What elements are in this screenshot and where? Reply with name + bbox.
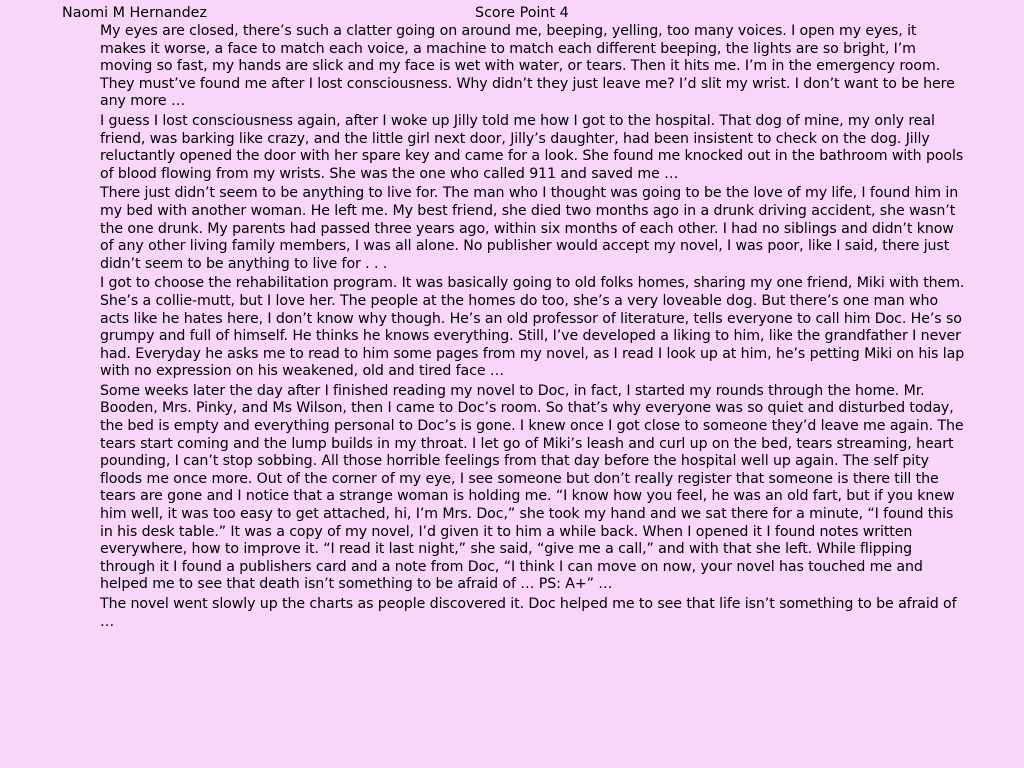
essay-body [100, 23, 966, 631]
paragraph-4: I got to choose the rehabilitation program. It was basically going to old folks homes, sharing my one friend, Miki with them. She’s a collie-mutt, but I love her. The people at the homes do too, she’s a very loveable dog. But there’s one man who acts like he hates here, I don’t know why though. He’s an old professor of literature, tells everyone to call him Doc. He’s so grumpy and full of himself. He thinks he knows everything. Still, I’ve developed a liking to him, like the grandfather I never had. Everyday he asks me to read to him some pages from my novel, as I read I look up at him, he’s petting Miki on his lap with no expression on his weakened, old and tired face … [100, 275, 965, 380]
paragraph-3: There just didn’t seem to be anything to live for. The man who I thought was going to be the love of my life, I found him in my bed with another woman. He left me. My best friend, she died two months ago in a drunk driving accident, she wasn’t the one drunk. My parents had passed three years ago, within six months of each other. I had no siblings and didn’t know of any other living family members, I was all alone. No publisher would accept my novel, I was poor, like I said, there just didn’t seem to be anything to live for . . . [100, 185, 959, 272]
paragraph-1: My eyes are closed, there’s such a clatter going on around me, beeping, yelling, too many voices. I open my eyes, it makes it worse, a face to match each voice, a machine to match each different beeping, the lights are so bright, I’m moving so fast, my hands are slick and my face is wet with water, or tears. Then it hits me. I’m in the emergency room. They must’ve found me after I lost consciousness. Why didn’t they just leave me? I’d slit my wrist. I don’t want to be here any more … [100, 23, 955, 110]
author-name: Naomi M Hernandez [62, 5, 207, 21]
paragraph-6: The novel went slowly up the charts as people discovered it. Doc helped me to see that life isn’t something to be afraid of … [100, 596, 957, 630]
document-header [62, 3, 966, 23]
paragraph-2: I guess I lost consciousness again, after I woke up Jilly told me how I got to the hospital. That dog of mine, my only real friend, was barking like crazy, and the little girl next door, Jilly’s daughter, had been insistent to check on the dog. Jilly reluctantly opened the door with her spare key and came for a look. She found me knocked out in the bathroom with pools of blood flowing from my wrists. She was the one who called 911 and saved me … [100, 112, 964, 182]
paragraph-5: Some weeks later the day after I finished reading my novel to Doc, in fact, I started my rounds through the home. Mr. Booden, Mrs. Pinky, and Ms Wilson, then I came to Doc’s room. So that’s why everyone was so quiet and disturbed today, the bed is empty and everything personal to Doc’s is gone. I knew once I got close to someone they’d leave me again. The tears start coming and the lump builds in my throat. I let go of Miki’s leash and curl up on the bed, tears streaming, heart pounding, I can’t stop sobbing. All those horrible feelings from that day before the hospital well up again. The self pity floods me once more. Out of the corner of my eye, I see someone but don’t really register that someone is there till the tears are gone and I notice that a strange woman is holding me. “I know how you feel, he was an old fart, but if you knew him well, it was too easy to get attached, hi, I’m Mrs. Doc,” she took my hand and we sat there for a minute, “I found this in his desk table.” It was a copy of my novel, I’d given it to him a while back. When I opened it I found notes written everywhere, how to improve it. “I read it last night,” she said, “give me a call,” and with that she left. While flipping through it I found a publishers card and a note from Doc, “I think I can move on now, your novel has touched me and helped me to see that death isn’t something to be afraid of … PS: A+” … [100, 382, 964, 593]
score-label: Score Point 4 [475, 5, 569, 21]
